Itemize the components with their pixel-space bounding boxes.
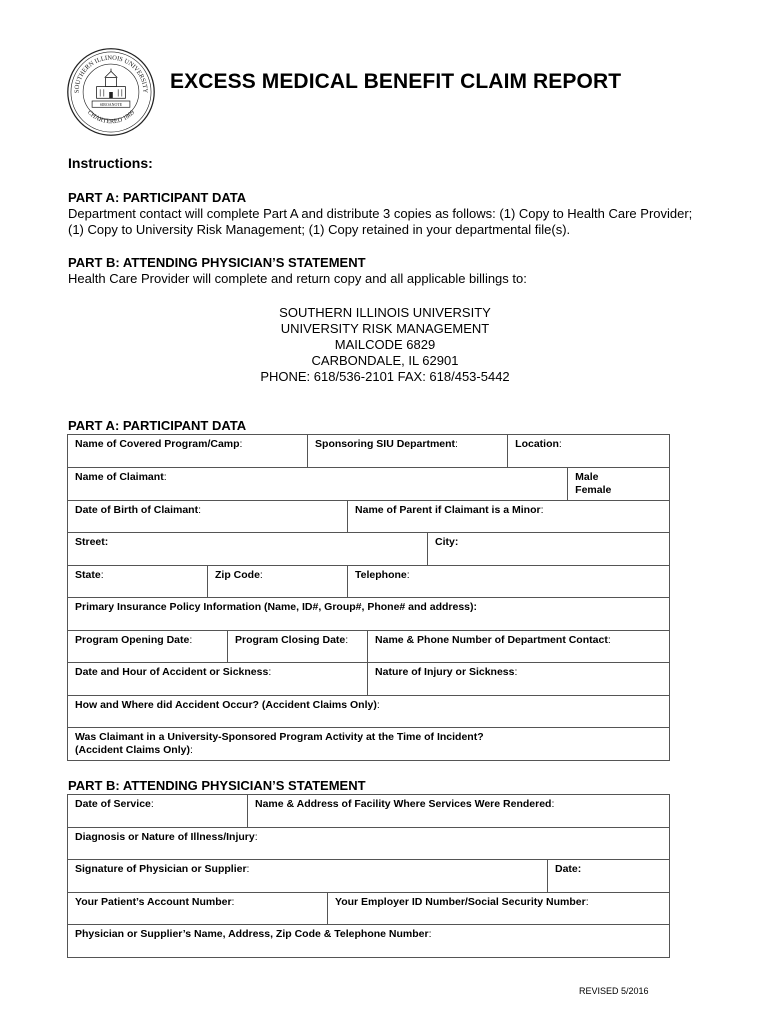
program-closing-date-field[interactable]: Program Closing Date: xyxy=(228,631,368,663)
location-field[interactable]: Location: xyxy=(508,435,670,468)
part-b-instructions-text: Health Care Provider will complete and return copy and all applicable billings to: xyxy=(68,271,527,286)
employer-id-field[interactable]: Your Employer ID Number/Social Security Number: xyxy=(328,893,670,925)
sponsored-activity-question: Was Claimant in a University-Sponsored Program Activity at the Time of Incident? xyxy=(75,731,484,743)
signature-date-field[interactable]: Date: xyxy=(548,860,670,893)
address-line: CARBONDALE, IL 62901 xyxy=(311,353,459,368)
part-b-form xyxy=(67,794,670,958)
primary-insurance-field[interactable]: Primary Insurance Policy Information (Name, ID#, Group#, Phone# and address): xyxy=(68,598,670,631)
address-line: PHONE: 618/536-2101 FAX: 618/453-5442 xyxy=(260,369,510,384)
instructions-heading: Instructions: xyxy=(68,155,153,171)
accident-date-hour-field[interactable]: Date and Hour of Accident or Sickness: xyxy=(68,663,368,696)
address-line: SOUTHERN ILLINOIS UNIVERSITY xyxy=(279,305,491,320)
mailing-address xyxy=(170,305,600,385)
supplier-info-field[interactable]: Physician or Supplier’s Name, Address, Zip Code & Telephone Number: xyxy=(68,925,670,958)
part-a-instructions-text: Department contact will complete Part A and distribute 3 copies as follows: (1) Copy to Health Care Provider; (1) Copy to University Risk Management; (1) Copy retained in your departmental file(s). xyxy=(68,206,693,237)
physician-signature-field[interactable]: Signature of Physician or Supplier: xyxy=(68,860,548,893)
gender-field[interactable] xyxy=(568,468,670,501)
part-a-title: PART A: PARTICIPANT DATA xyxy=(68,418,247,433)
facility-name-address-field[interactable]: Name & Address of Facility Where Services Were Rendered: xyxy=(248,795,670,828)
svg-text:SOUTHERN ILLINOIS UNIVERSITY: SOUTHERN ILLINOIS UNIVERSITY xyxy=(73,54,149,94)
male-option[interactable]: Male xyxy=(575,471,599,483)
university-seal-logo xyxy=(66,47,156,137)
part-a-instructions-heading: PART A: PARTICIPANT DATA xyxy=(68,190,247,205)
telephone-field[interactable]: Telephone: xyxy=(348,566,670,598)
date-of-birth-field[interactable]: Date of Birth of Claimant: xyxy=(68,501,348,533)
page-title: EXCESS MEDICAL BENEFIT CLAIM REPORT xyxy=(170,70,622,93)
revision-date: REVISED 5/2016 xyxy=(579,986,649,996)
svg-text:CHARTERED 1869: CHARTERED 1869 xyxy=(85,109,137,126)
accident-how-where-field[interactable]: How and Where did Accident Occur? (Accident Claims Only): xyxy=(68,696,670,728)
part-b-instructions xyxy=(68,255,708,287)
parent-name-field[interactable]: Name of Parent if Claimant is a Minor: xyxy=(348,501,670,533)
diagnosis-field[interactable]: Diagnosis or Nature of Illness/Injury: xyxy=(68,828,670,860)
program-opening-date-field[interactable]: Program Opening Date: xyxy=(68,631,228,663)
city-field[interactable]: City: xyxy=(428,533,670,566)
injury-nature-field[interactable]: Nature of Injury or Sickness: xyxy=(368,663,670,696)
program-camp-field[interactable]: Name of Covered Program/Camp: xyxy=(68,435,308,468)
female-option[interactable]: Female xyxy=(575,484,612,496)
street-field[interactable]: Street: xyxy=(68,533,428,566)
svg-text:SIROANOTE: SIROANOTE xyxy=(99,101,123,107)
part-b-instructions-heading: PART B: ATTENDING PHYSICIAN’S STATEMENT xyxy=(68,255,366,270)
part-a-form xyxy=(67,434,670,761)
department-contact-field[interactable]: Name & Phone Number of Department Contact: xyxy=(368,631,670,663)
zip-code-field[interactable]: Zip Code: xyxy=(208,566,348,598)
date-of-service-field[interactable]: Date of Service: xyxy=(68,795,248,828)
sponsored-activity-note: (Accident Claims Only): xyxy=(75,744,193,756)
sponsored-activity-field[interactable] xyxy=(68,728,670,761)
state-field[interactable]: State: xyxy=(68,566,208,598)
part-b-title: PART B: ATTENDING PHYSICIAN’S STATEMENT xyxy=(68,778,366,793)
part-a-instructions xyxy=(68,190,708,238)
sponsoring-department-field[interactable]: Sponsoring SIU Department: xyxy=(308,435,508,468)
patient-account-number-field[interactable]: Your Patient’s Account Number: xyxy=(68,893,328,925)
address-line: MAILCODE 6829 xyxy=(334,337,436,352)
address-line: UNIVERSITY RISK MANAGEMENT xyxy=(280,321,490,336)
claimant-name-field[interactable]: Name of Claimant: xyxy=(68,468,568,501)
